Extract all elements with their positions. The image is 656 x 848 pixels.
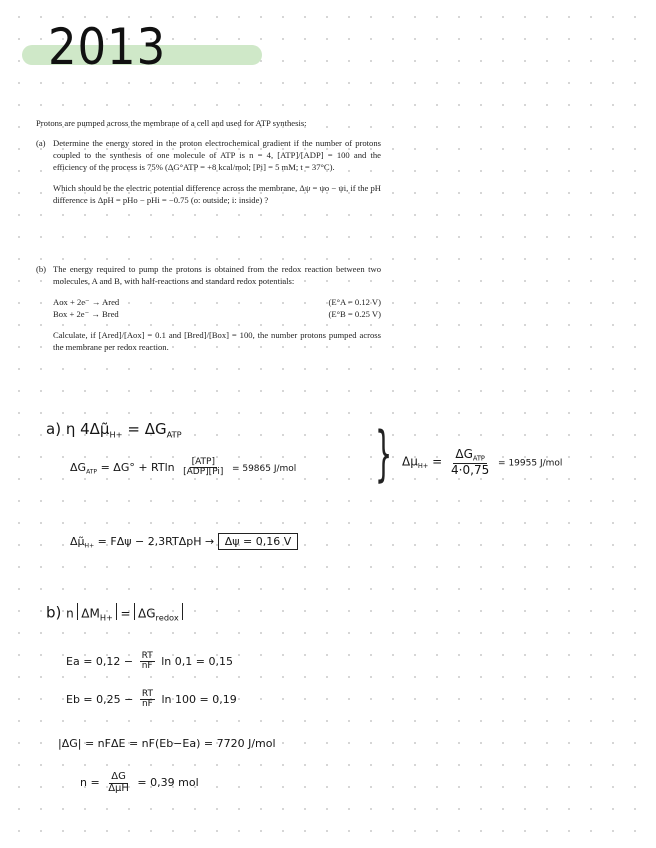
hw-a-right: $\Delta\mu_{H+}$ = $\frac{\Delta G_{ATP}}{4\cdot 0,75}$ = 19955 J/mol <box>402 447 563 477</box>
hw-n-line: n = $\frac{\Delta G}{\text{ΔμH}}$ = 0,39 mol <box>80 771 199 794</box>
problem-intro: Protons are pumped across the membrane of a cell and used for ATP synthesis: <box>36 118 307 128</box>
hw-a-line2-lhs: ΔG <box>70 460 87 474</box>
reaction-b-potential: (E°B = 0.25 V) <box>328 309 381 319</box>
part-b-label: (b) <box>36 264 47 274</box>
hw-a-line2-fraction: $\frac{\text{[ATP]}}{\text{[ADP][Pi]}}$ <box>183 457 224 478</box>
hw-b-label: b) <box>46 603 62 622</box>
hw-a-line3: $\Delta\mũ_{H+} = F\Delta\psi - 2,3RT\Delta pH \to \Delta\psi = 0,16$ V <box>70 535 298 549</box>
reaction-a-eq: Aox + 2e⁻ → Ared <box>53 297 120 307</box>
hw-a-line1: a) η $4\Delta\mũ_{H+} = \Delta G_{ATP}$ <box>46 420 182 440</box>
hw-a-label: a) <box>46 420 62 438</box>
reaction-b <box>53 308 381 320</box>
hw-a-right-fraction: $\frac{\Delta G_{ATP}}{4\cdot 0,75}$ <box>451 447 490 477</box>
hw-a-right-result: = 19955 J/mol <box>498 458 563 469</box>
hw-a-answer-box: Δψ = 0,16 V <box>218 533 299 550</box>
hw-a-line2-mid: = ΔG° + RTln <box>100 460 175 474</box>
hw-a-line2: $\Delta G_{ATP} = \Delta G^\circ + RTln$ $\frac{\text{[ATP]}}{\text{[ADP][Pi]}}$ = 59865 J/mol <box>70 457 297 478</box>
hw-a-line1-left: η 4Δμ̃ <box>65 420 110 438</box>
hw-a-line2-result: = 59865 J/mol <box>231 463 297 474</box>
hw-a-line3-expr: = FΔψ − 2,3RTΔpH → <box>97 535 215 548</box>
hw-dg-line: |ΔG| = nFΔE = nF(Eb−Ea) = 7720 J/mol <box>58 737 276 750</box>
reaction-b-eq: Box + 2e⁻ → Bred <box>53 309 119 319</box>
part-a-label: (a) <box>36 138 46 148</box>
page-title: 2013 <box>48 18 167 76</box>
part-b-calc: Calculate, if [Ared]/[Aox] = 0.1 and [Bred]/[Box] = 100, the number protons pumped across the membrane per redox reaction. <box>53 330 381 352</box>
hw-b-line1: b) n $\Delta M_{H+} = \Delta G_{redox}$ <box>46 603 186 623</box>
problem-part-b <box>36 263 381 353</box>
hw-ea-line: Ea = 0,12 − $\frac{RT}{nF}$ ln 0,1 = 0,15 <box>66 651 233 672</box>
problem-part-a <box>36 137 381 206</box>
hw-a-right-lhs: Δμ <box>402 454 418 469</box>
hw-eb-line: Eb = 0,25 − $\frac{RT}{nF}$ ln 100 = 0,19 <box>66 689 237 710</box>
hw-a-line1-right: = ΔG <box>127 420 167 438</box>
brace-left: } <box>375 419 393 489</box>
part-a-text: Determine the energy stored in the proton electrochemical gradient if the number of protons coupled to the synthesis of one molecule of ATP is n = 4, [ATP]/[ADP] = 100 and the efficiency of the process is 75% (ΔG°ATP = +8 kcal/mol; [Pi] = 5 mM; t = 37°C). <box>53 138 381 172</box>
reaction-a-potential: (E°A = 0.12 V) <box>328 297 381 307</box>
reaction-a <box>53 296 381 308</box>
part-b-text: The energy required to pump the protons is obtained from the redox reaction between two molecules, A and B, with half-reactions and standard redox potentials: <box>53 264 381 286</box>
part-a-question: Which should be the electric potential difference across the membrane, Δψ = ψo − ψi, if the pH difference is ΔpH = pHo − pHi = −0.75 (o: outside; i: inside) ? <box>53 183 381 205</box>
